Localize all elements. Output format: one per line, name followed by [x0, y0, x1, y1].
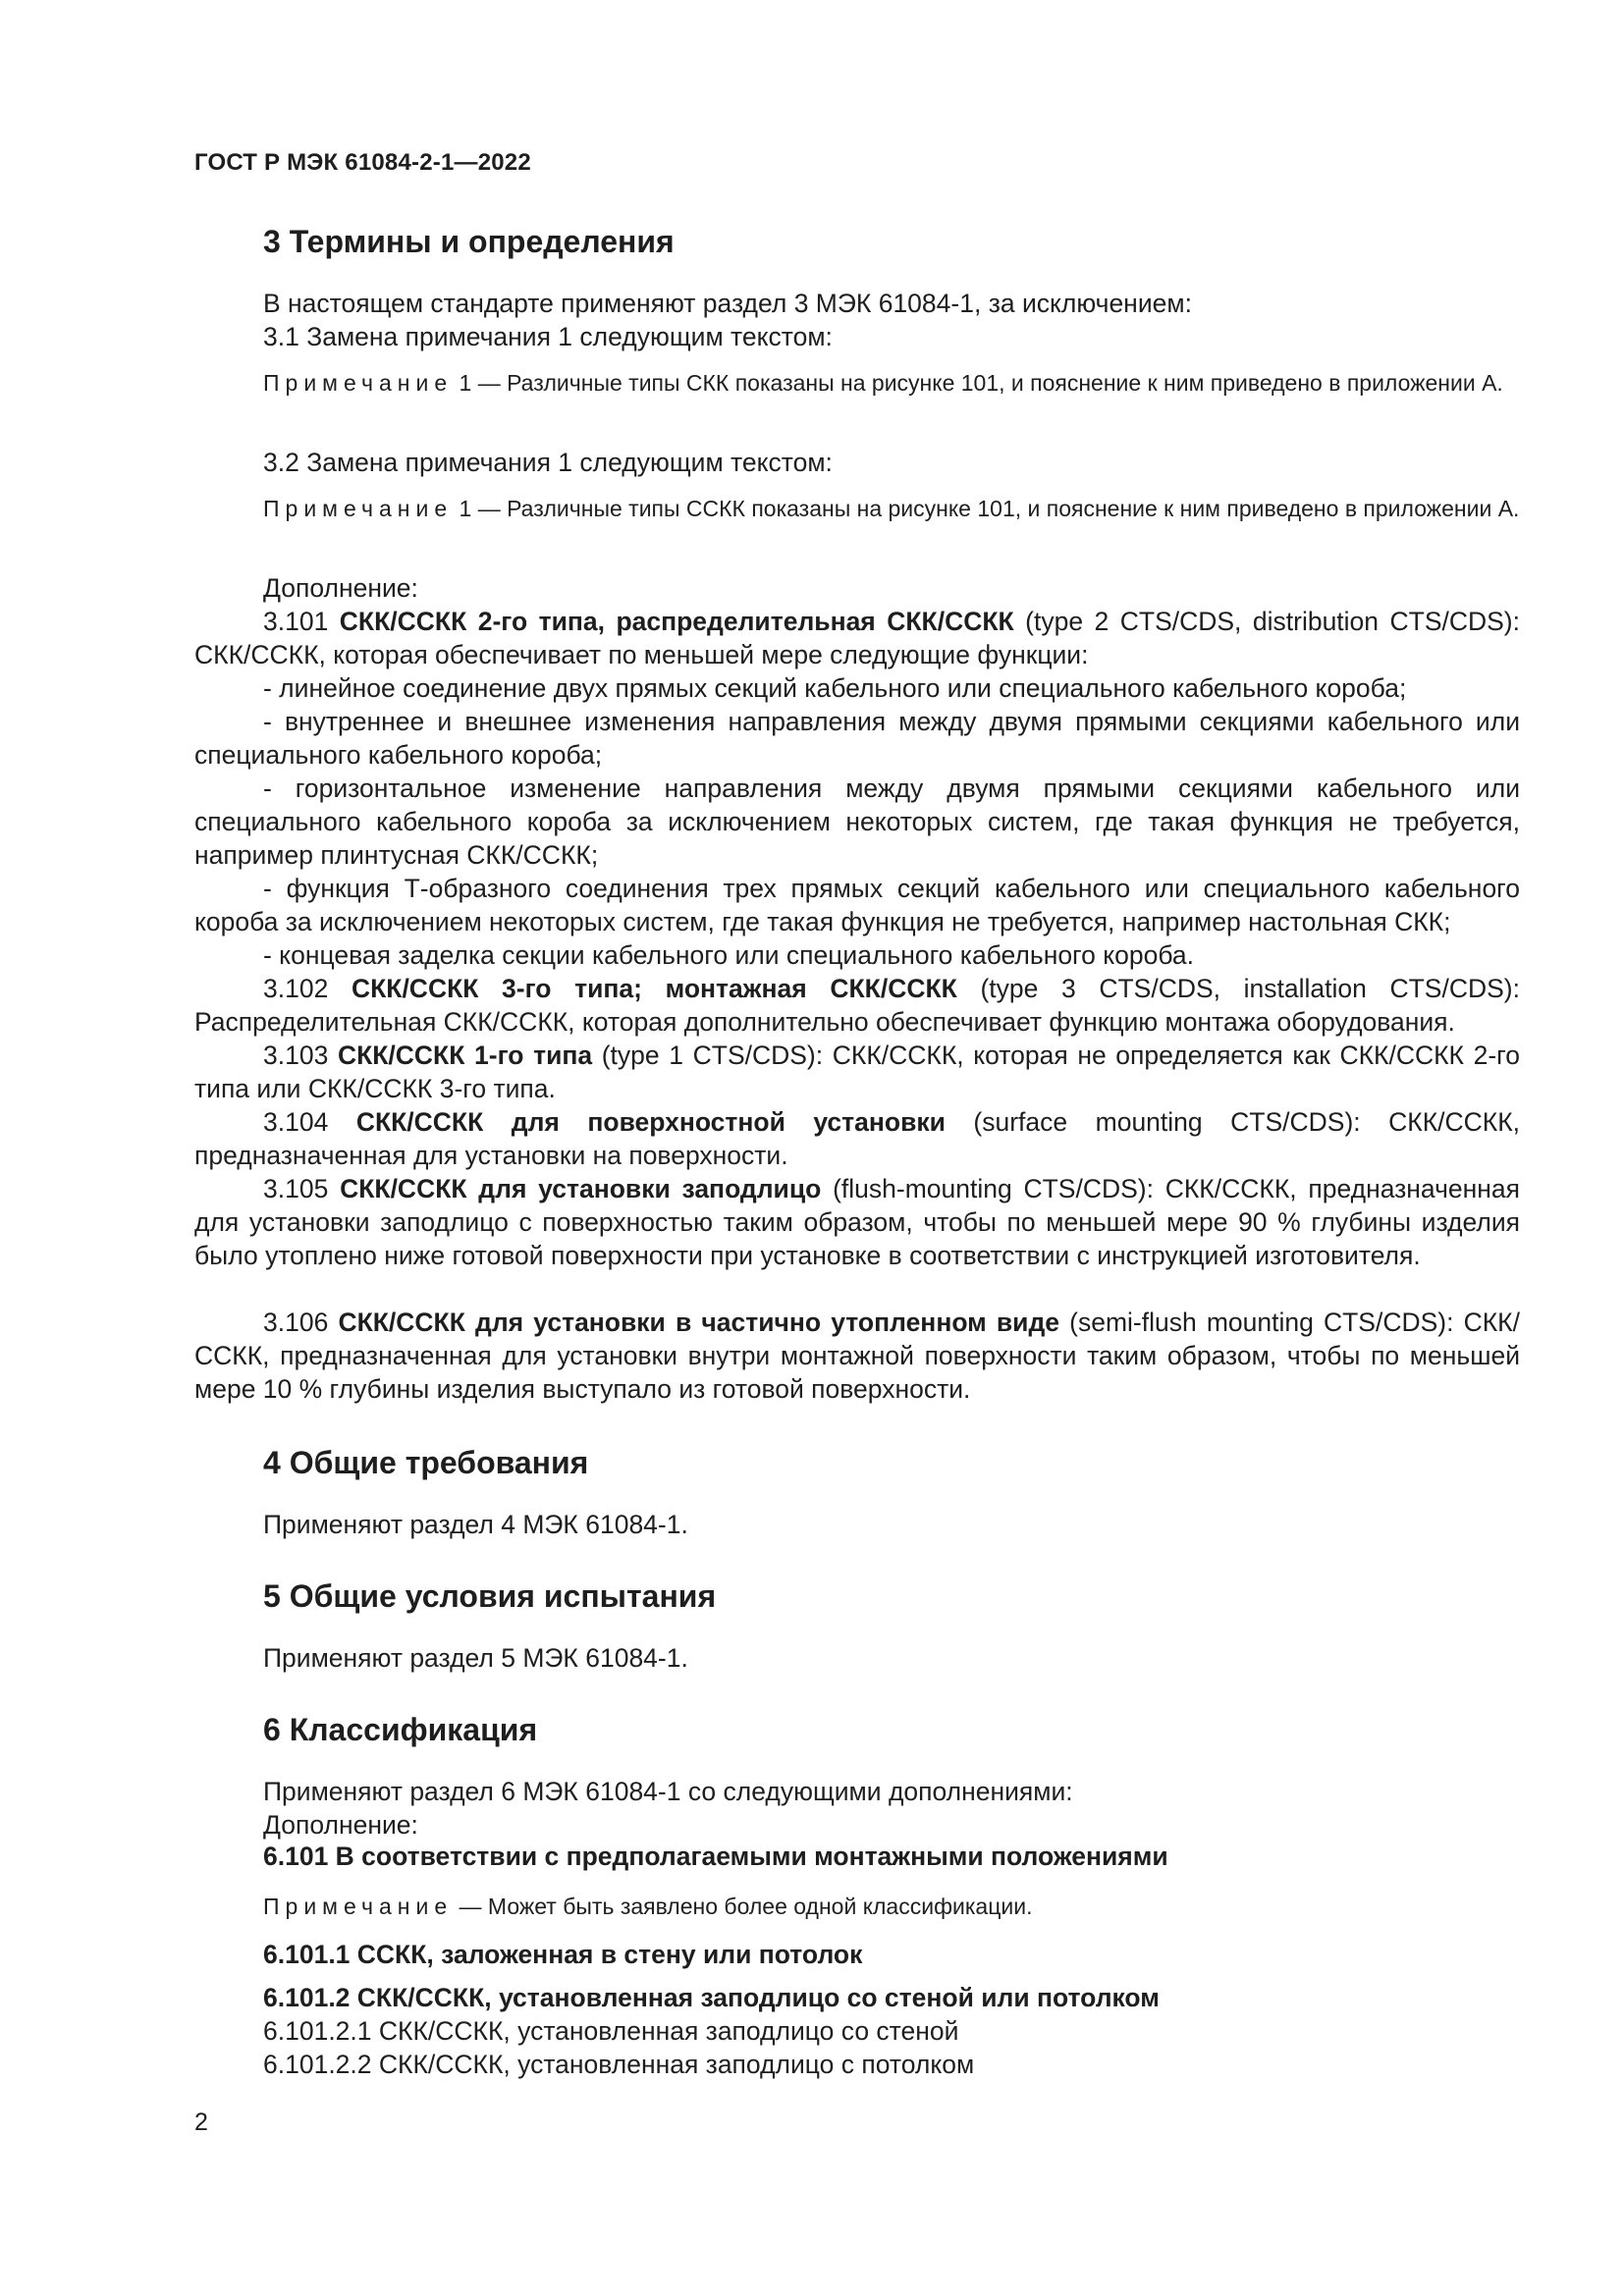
definition-3-103	[194, 1039, 1520, 1105]
section-4-heading: 4 Общие требования	[263, 1445, 589, 1480]
note-text: 1 — Различные типы ССКК показаны на рисунке 101, и пояснение к ним приведено в приложении А.	[453, 496, 1520, 521]
section-6-intro: Применяют раздел 6 МЭК 61084-1 со следующими дополнениями:	[263, 1777, 1073, 1806]
definition-term: СКК/ССКК для установки заподлицо	[340, 1174, 822, 1203]
definition-text: (type 3 CTS/CDS, installation CTS/CDS): Распределительная СКК/ССКК, которая дополнительно обеспечивает функцию монтажа оборудования.	[194, 974, 1520, 1037]
definition-number: 3.103	[263, 1041, 338, 1070]
section-6-addition: Дополнение:	[263, 1810, 418, 1840]
section-3-heading: 3 Термины и определения	[263, 224, 675, 259]
subsection-6-101-2: 6.101.2 СКК/ССКК, установленная заподлицо со стеной или потолком	[263, 1983, 1160, 2012]
section-4-text: Применяют раздел 4 МЭК 61084-1.	[263, 1510, 688, 1539]
note-text: 1 — Различные типы СКК показаны на рисунке 101, и пояснение к ним приведено в приложении А.	[453, 370, 1503, 396]
section-6-heading: 6 Классификация	[263, 1712, 538, 1747]
definition-3-105	[194, 1172, 1520, 1272]
item-3-1: 3.1 Замена примечания 1 следующим текстом:	[263, 322, 833, 351]
note-label: Примечание	[263, 370, 454, 396]
note-label: Примечание	[263, 1894, 454, 1919]
definition-3-102	[194, 972, 1520, 1039]
definition-term: СКК/ССКК 1-го типа	[337, 1041, 593, 1070]
item-3-2: 3.2 Замена примечания 1 следующим текстом:	[263, 448, 833, 477]
subsection-6-101: 6.101 В соответствии с предполагаемыми монтажными положениями	[263, 1842, 1168, 1871]
definition-term: СКК/ССКК для установки в частично утопленном виде	[338, 1308, 1060, 1337]
definition-number: 3.101	[263, 607, 340, 636]
note-6-101	[194, 1891, 1520, 1922]
definition-term: СКК/ССКК 2-го типа, распределительная СКК/ССКК	[339, 607, 1014, 636]
definition-text: (semi-flush mounting CTS/CDS): СКК/ССКК, предназначенная для установки внутри монтажной поверхности таким образом, чтобы по меньшей мере 10 % глубины изделия выступало из готовой поверхности.	[194, 1308, 1520, 1404]
definition-3-106	[194, 1306, 1520, 1406]
definition-3-101	[194, 605, 1520, 671]
item-6-101-2-2: 6.101.2.2 СКК/ССКК, установленная заподлицо с потолком	[263, 2050, 975, 2079]
definition-term: СКК/ССКК для поверхностной установки	[355, 1107, 946, 1137]
definition-number: 3.105	[263, 1174, 341, 1203]
definition-text: (type 2 CTS/CDS, distribution CTS/CDS): СКК/ССКК, которая обеспечивает по меньшей мере следующие функции:	[194, 607, 1520, 669]
bullet-item: - концевая заделка секции кабельного или специального кабельного короба.	[263, 940, 1195, 970]
page-number: 2	[194, 2109, 208, 2136]
note-1	[194, 367, 1520, 399]
definition-number: 3.102	[263, 974, 352, 1003]
bullet-item: - линейное соединение двух прямых секций кабельного или специального кабельного короба;	[263, 673, 1407, 703]
section-5-text: Применяют раздел 5 МЭК 61084-1.	[263, 1643, 688, 1673]
subsection-6-101-1: 6.101.1 ССКК, заложенная в стену или потолок	[263, 1940, 863, 1969]
bullet-item: - функция Т-образного соединения трех прямых секций кабельного или специального кабельного короба за исключением некоторых систем, где такая функция не требуется, например настольная СКК;	[194, 874, 1520, 936]
note-label: Примечание	[263, 496, 454, 521]
bullet-item: - внутреннее и внешнее изменения направления между двумя прямыми секциями кабельного или специального кабельного короба;	[194, 707, 1520, 770]
definition-3-104	[194, 1105, 1520, 1172]
definition-text: (type 1 CTS/CDS): СКК/ССКК, которая не определяется как СКК/ССКК 2-го типа или СКК/ССКК 3-го типа.	[194, 1041, 1520, 1103]
definition-number: 3.106	[263, 1308, 339, 1337]
section-5-heading: 5 Общие условия испытания	[263, 1578, 717, 1614]
bullet-item: - горизонтальное изменение направления между двумя прямыми секциями кабельного или специального кабельного короба за исключением некоторых систем, где такая функция не требуется, например плинтусная СКК/ССКК;	[194, 774, 1520, 870]
definition-number: 3.104	[263, 1107, 356, 1137]
definition-text: (surface mounting CTS/CDS): СКК/ССКК, предназначенная для установки на поверхности.	[194, 1107, 1521, 1170]
addition-label: Дополнение:	[263, 573, 418, 603]
document-code: ГОСТ Р МЭК 61084-2-1—2022	[194, 149, 531, 176]
definition-term: СКК/ССКК 3-го типа; монтажная СКК/ССКК	[351, 974, 957, 1003]
definition-text: (flush-mounting CTS/CDS): СКК/ССКК, предназначенная для установки заподлицо с поверхностью таким образом, чтобы по меньшей мере 90 % глубины изделия было утоплено ниже готовой поверхности при установке в соответствии с инструкцией изготовителя.	[194, 1174, 1520, 1270]
note-text: — Может быть заявлено более одной классификации.	[453, 1894, 1033, 1919]
item-6-101-2-1: 6.101.2.1 СКК/ССКК, установленная заподлицо со стеной	[263, 2016, 959, 2046]
note-2	[194, 493, 1520, 524]
section-3-intro: В настоящем стандарте применяют раздел 3 МЭК 61084-1, за исключением:	[263, 289, 1192, 318]
